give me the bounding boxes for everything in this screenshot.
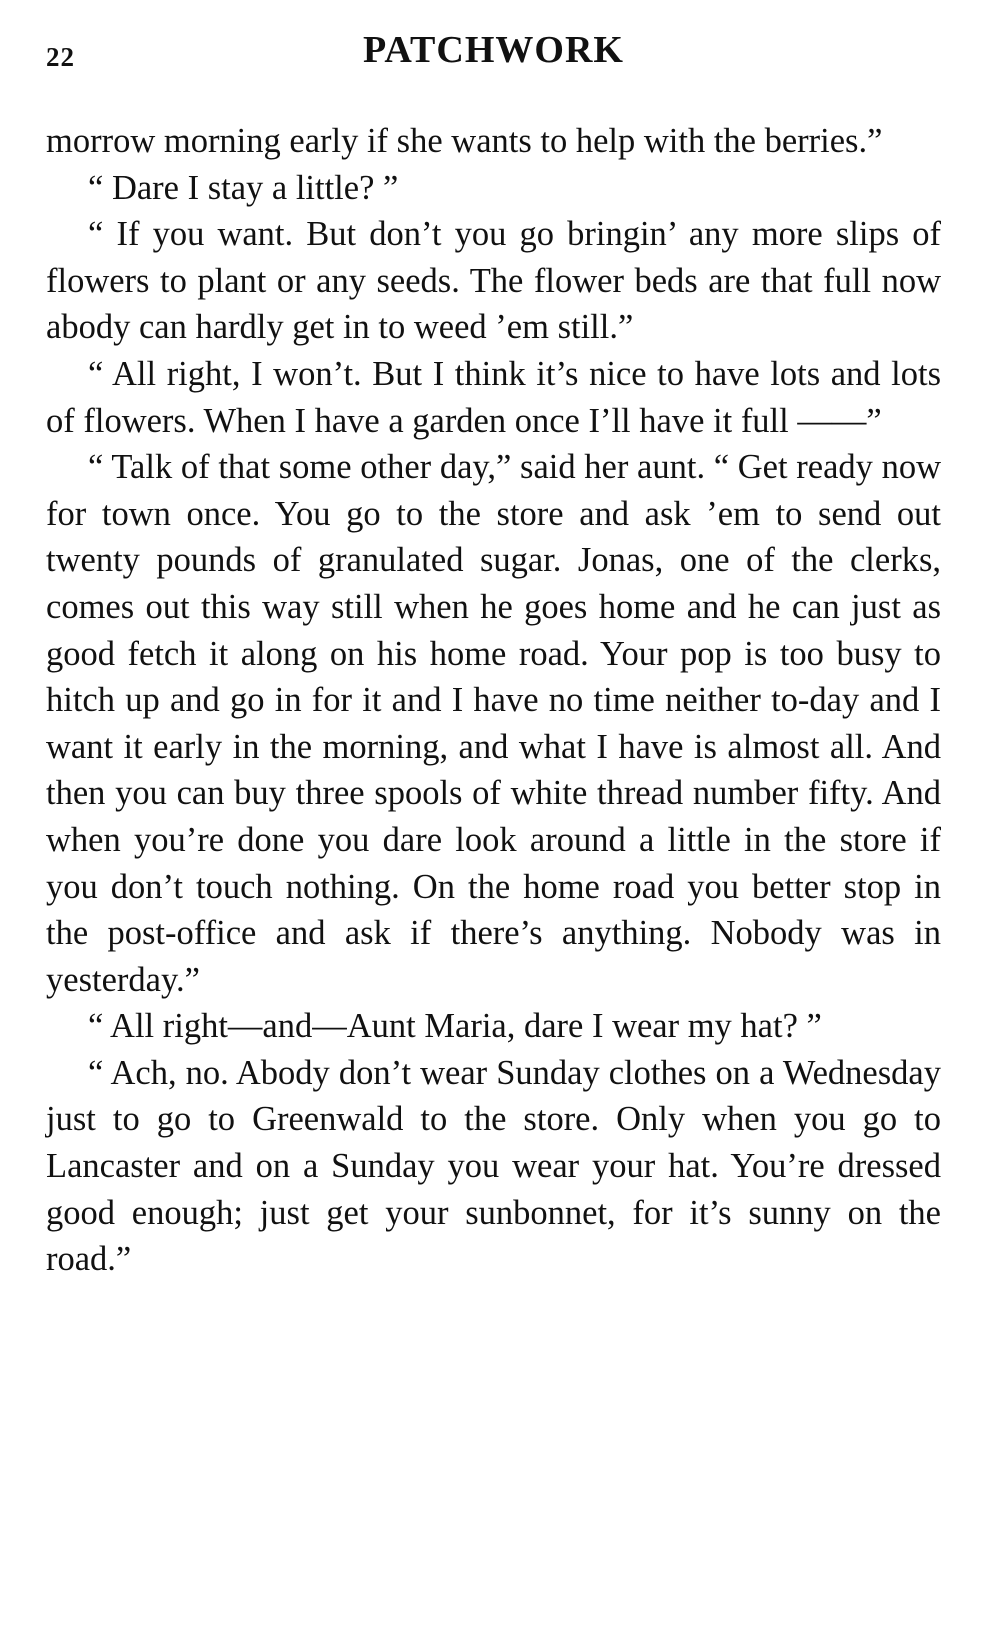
paragraph: “ All right, I won’t. But I think it’s nice to have lots and lots of flowers. When I have a garden once I’ll have it full ——” [46, 354, 941, 440]
paragraph: “ Dare I stay a little? ” [88, 168, 399, 207]
page-header [46, 28, 941, 80]
paragraph: “ Ach, no. Abody don’t wear Sunday clothes on a Wednesday just to go to Greenwald to the store. Only when you go to Lancaster and on a Sunday you wear your hat. You’re dressed good enough; just get your sunbonnet, for it’s sunny on the road.” [46, 1053, 941, 1279]
page-number: 22 [46, 42, 75, 72]
paragraph: “ If you want. But don’t you go bringin’ any more slips of flowers to plant or any seeds. The flower beds are that full now abody can hardly get in to weed ’em still.” [46, 215, 941, 347]
paragraph: “ Talk of that some other day,” said her aunt. “ Get ready now for town once. You go to the store and ask ’em to send out twenty pounds of granulated sugar. Jonas, one of the clerks, comes out this way still when he goes home and he can just as good fetch it along on his home road. Your pop is too busy to hitch up and go in for it and I have no time neither to-day and I want it early in the morning, and what I have is almost all. And then you can buy three spools of white thread number fifty. And when you’re done you dare look around a little in the store if you don’t touch nothing. On the home road you better stop in the post-office and ask if there’s anything. Nobody was in yesterday.” [46, 448, 941, 999]
paragraph: morrow morning early if she wants to help with the berries.” [46, 122, 883, 160]
paragraph: “ All right—and—Aunt Maria, dare I wear my hat? ” [88, 1007, 822, 1046]
book-page [46, 28, 941, 1283]
running-title: PATCHWORK [363, 29, 624, 71]
body-text [46, 118, 941, 1283]
